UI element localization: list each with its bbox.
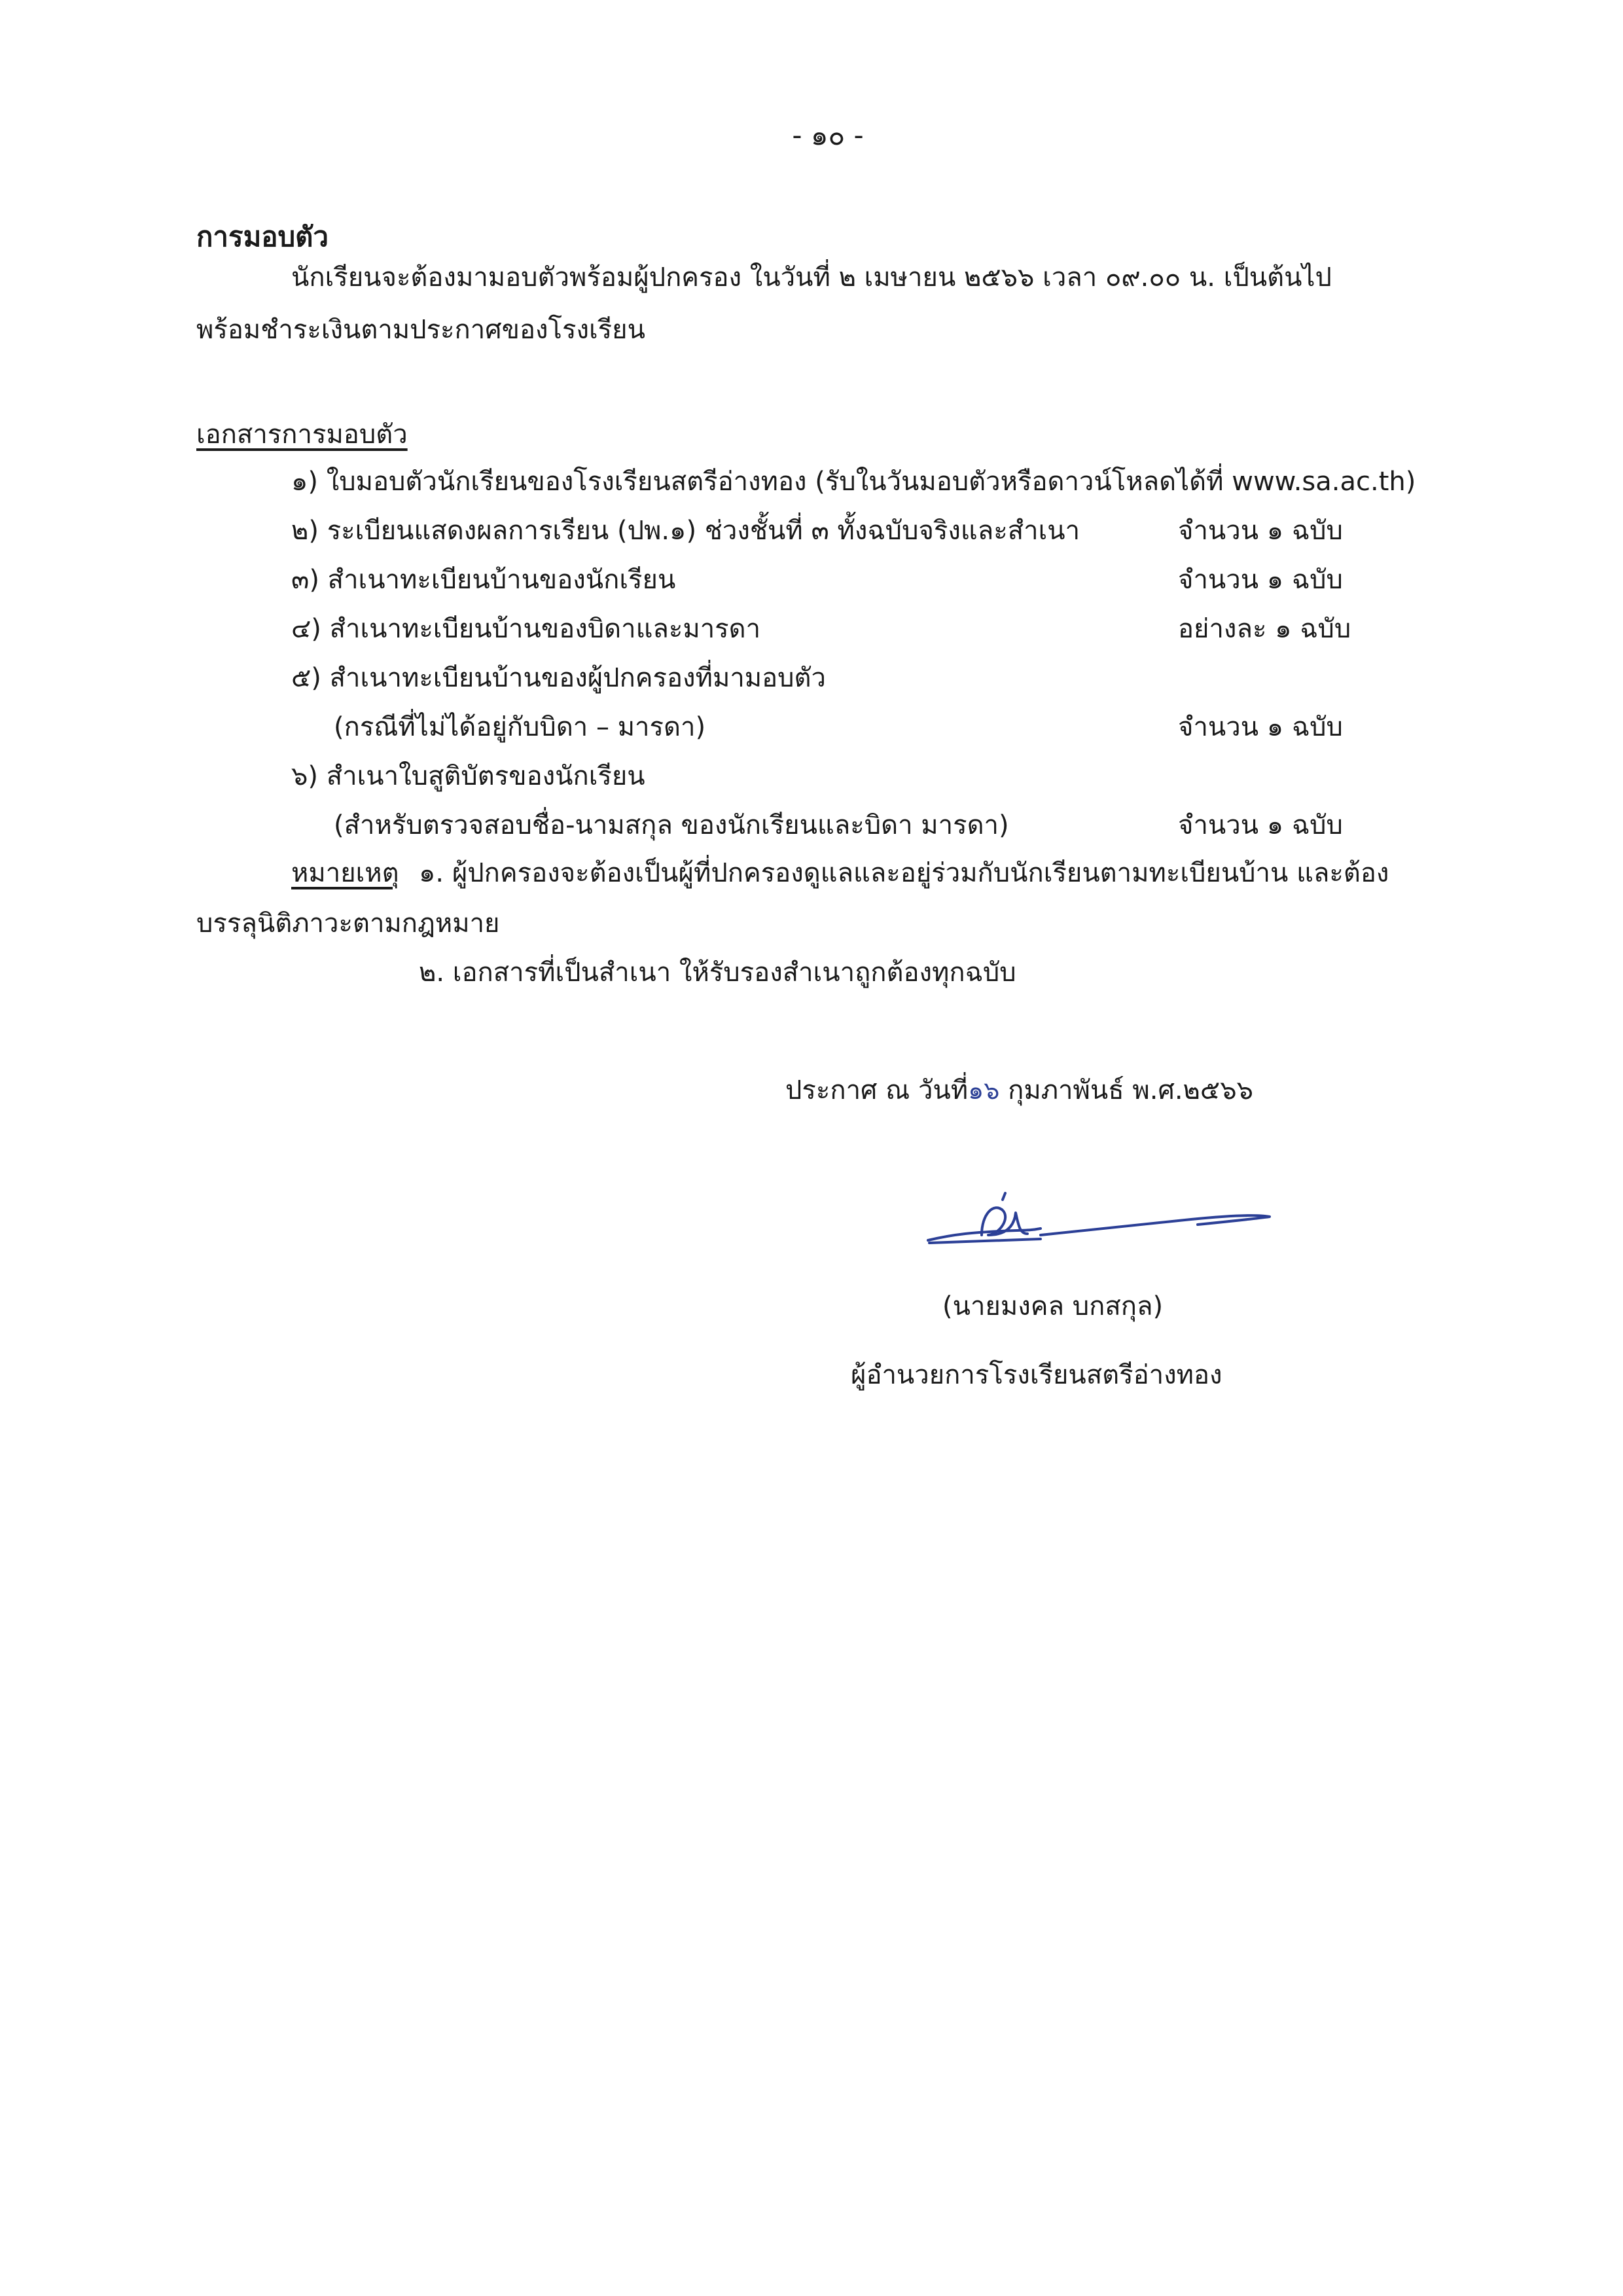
document-item-4: ๔) สำเนาทะเบียนบ้านของบิดาและมารดา — [291, 614, 761, 644]
intro-line-1: นักเรียนจะต้องมามอบตัวพร้อมผู้ปกครอง ในวันที่ ๒ เมษายน ๒๕๖๖ เวลา ๐๙.๐๐ น. เป็นต้นไป — [291, 262, 1332, 293]
document-item-5-cont: (กรณีที่ไม่ได้อยู่กับบิดา – มารดา) — [334, 712, 706, 742]
announcement-day: ๑๖ — [968, 1076, 1000, 1105]
document-item-2-qty: จำนวน ๑ ฉบับ — [1178, 516, 1343, 546]
signer-title: ผู้อำนวยการโรงเรียนสตรีอ่างทอง — [851, 1360, 1222, 1390]
document-item-3: ๓) สำเนาทะเบียนบ้านของนักเรียน — [291, 565, 676, 595]
note-1: ๑. ผู้ปกครองจะต้องเป็นผู้ที่ปกครองดูแลและอยู่ร่วมกับนักเรียนตามทะเบียนบ้าน และต้อง — [419, 858, 1389, 888]
document-item-6-qty: จำนวน ๑ ฉบับ — [1178, 810, 1343, 840]
note-2: ๒. เอกสารที่เป็นสำเนา ให้รับรองสำเนาถูกต้องทุกฉบับ — [419, 958, 1016, 988]
document-item-6: ๖) สำเนาใบสูติบัตรของนักเรียน — [291, 761, 645, 791]
announcement-prefix: ประกาศ ณ วันที่ — [785, 1075, 969, 1105]
signature-mark — [916, 1188, 1283, 1260]
document-item-1: ๑) ใบมอบตัวนักเรียนของโรงเรียนสตรีอ่างทอง (รับในวันมอบตัวหรือดาวน์โหลดได้ที่ www.sa.ac.th) — [291, 467, 1416, 497]
announcement-suffix: กุมภาพันธ์ พ.ศ.๒๕๖๖ — [999, 1075, 1253, 1105]
page-number: - ๑๐ - — [792, 119, 864, 151]
documents-title: เอกสารการมอบตัว — [196, 420, 408, 450]
section-heading: การมอบตัว — [196, 221, 329, 253]
document-item-4-qty: อย่างละ ๑ ฉบับ — [1178, 614, 1351, 644]
note-1-cont: บรรลุนิติภาวะตามกฎหมาย — [196, 908, 500, 939]
document-item-5-qty: จำนวน ๑ ฉบับ — [1178, 712, 1343, 742]
document-item-2: ๒) ระเบียนแสดงผลการเรียน (ปพ.๑) ช่วงชั้นที่ ๓ ทั้งฉบับจริงและสำเนา — [291, 516, 1080, 546]
document-item-5: ๕) สำเนาทะเบียนบ้านของผู้ปกครองที่มามอบตัว — [291, 663, 826, 693]
intro-line-2: พร้อมชำระเงินตามประกาศของโรงเรียน — [196, 315, 645, 345]
document-item-6-cont: (สำหรับตรวจสอบชื่อ-นามสกุล ของนักเรียนและบิดา มารดา) — [334, 810, 1009, 840]
signer-name: (นายมงคล บกสกุล) — [942, 1291, 1164, 1321]
notes-label: หมายเหตุ — [291, 858, 399, 888]
document-item-3-qty: จำนวน ๑ ฉบับ — [1178, 565, 1343, 595]
announcement-date — [785, 1073, 1253, 1107]
